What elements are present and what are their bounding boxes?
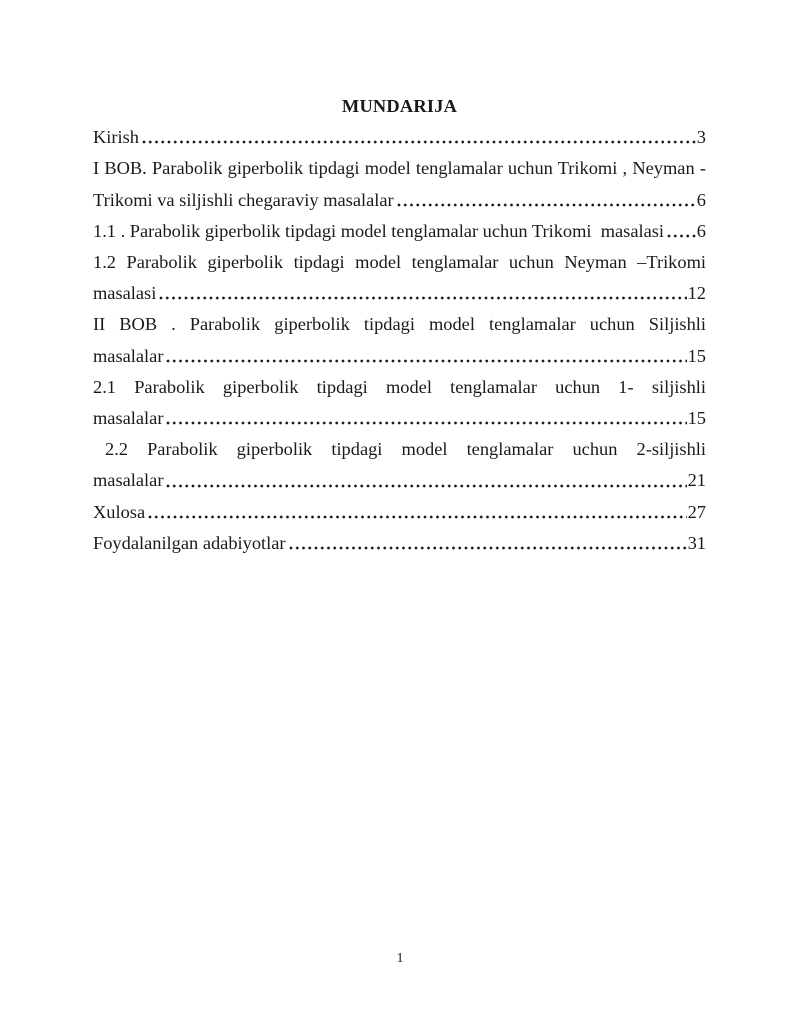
- toc-entry-text: Kirish: [93, 127, 139, 148]
- dot-leader: [165, 359, 686, 363]
- dot-leader: [141, 140, 696, 144]
- toc-entry-bob2-line1: [93, 309, 706, 340]
- dot-leader: [288, 546, 687, 550]
- toc-entry-text: 2.2 Parabolik giperbolik tipdagi model tenglamalar uchun 2-siljishli: [105, 439, 706, 460]
- toc-entry-bob1-line2: [93, 185, 706, 216]
- toc-entry-text: II BOB . Parabolik giperbolik tipdagi model tenglamalar uchun Siljishli: [93, 314, 706, 335]
- toc-entry-1-2-line1: [93, 247, 706, 278]
- toc-entry-2-2-line1: [93, 434, 706, 465]
- toc-entry-text: masalasi: [93, 283, 157, 304]
- toc-entry-text: masalalar: [93, 345, 164, 366]
- toc-entry-text: 1.1 . Parabolik giperbolik tipdagi model tenglamalar uchun Trikomi masalasi: [93, 220, 665, 241]
- dot-leader: [666, 234, 696, 238]
- toc-entry-text: Foydalanilgan adabiyotlar: [93, 532, 286, 553]
- toc-page-number: 15: [687, 345, 706, 366]
- toc-entry-1-1: [93, 216, 706, 247]
- toc-entry-2-1-line1: [93, 372, 706, 403]
- toc-entry-text: masalalar: [93, 408, 164, 429]
- dot-leader: [147, 515, 687, 519]
- dot-leader: [165, 484, 686, 488]
- toc-entry-adabiyotlar: [93, 528, 706, 559]
- page-title: MUNDARIJA: [341, 96, 458, 116]
- footer-page-number: 1: [396, 951, 404, 966]
- toc-entry-bob2-line2: [93, 341, 706, 372]
- toc-entry-text: 1.2 Parabolik giperbolik tipdagi model tenglamalar uchun Neyman –Trikomi: [93, 252, 706, 273]
- toc-entry-bob1-line1: [93, 153, 706, 184]
- toc-page-number: 31: [687, 532, 706, 553]
- dot-leader: [396, 203, 696, 207]
- toc-entry-text: I BOB. Parabolik giperbolik tipdagi model tenglamalar uchun Trikomi , Neyman -: [93, 158, 706, 179]
- toc-page-number: 15: [687, 408, 706, 429]
- toc-entry-text: Xulosa: [93, 501, 146, 522]
- dot-leader: [165, 421, 686, 425]
- toc-entry-kirish: [93, 122, 706, 153]
- toc-entry-1-2-line2: [93, 278, 706, 309]
- toc-page-number: 21: [687, 470, 706, 491]
- toc-entry-xulosa: [93, 497, 706, 528]
- table-of-contents: [93, 91, 706, 559]
- toc-entry-text: Trikomi va siljishli chegaraviy masalalar: [93, 189, 394, 210]
- toc-page-number: 6: [696, 189, 706, 210]
- toc-page-number: 12: [687, 283, 706, 304]
- toc-page-number: 27: [687, 501, 706, 522]
- dot-leader: [158, 296, 686, 300]
- toc-entry-2-2-line2: [93, 465, 706, 496]
- toc-page-number: 6: [696, 220, 706, 241]
- toc-entry-text: 2.1 Parabolik giperbolik tipdagi model tenglamalar uchun 1- siljishli: [93, 376, 706, 397]
- toc-page-number: 3: [696, 127, 706, 148]
- toc-entry-2-1-line2: [93, 403, 706, 434]
- toc-entry-text: masalalar: [93, 470, 164, 491]
